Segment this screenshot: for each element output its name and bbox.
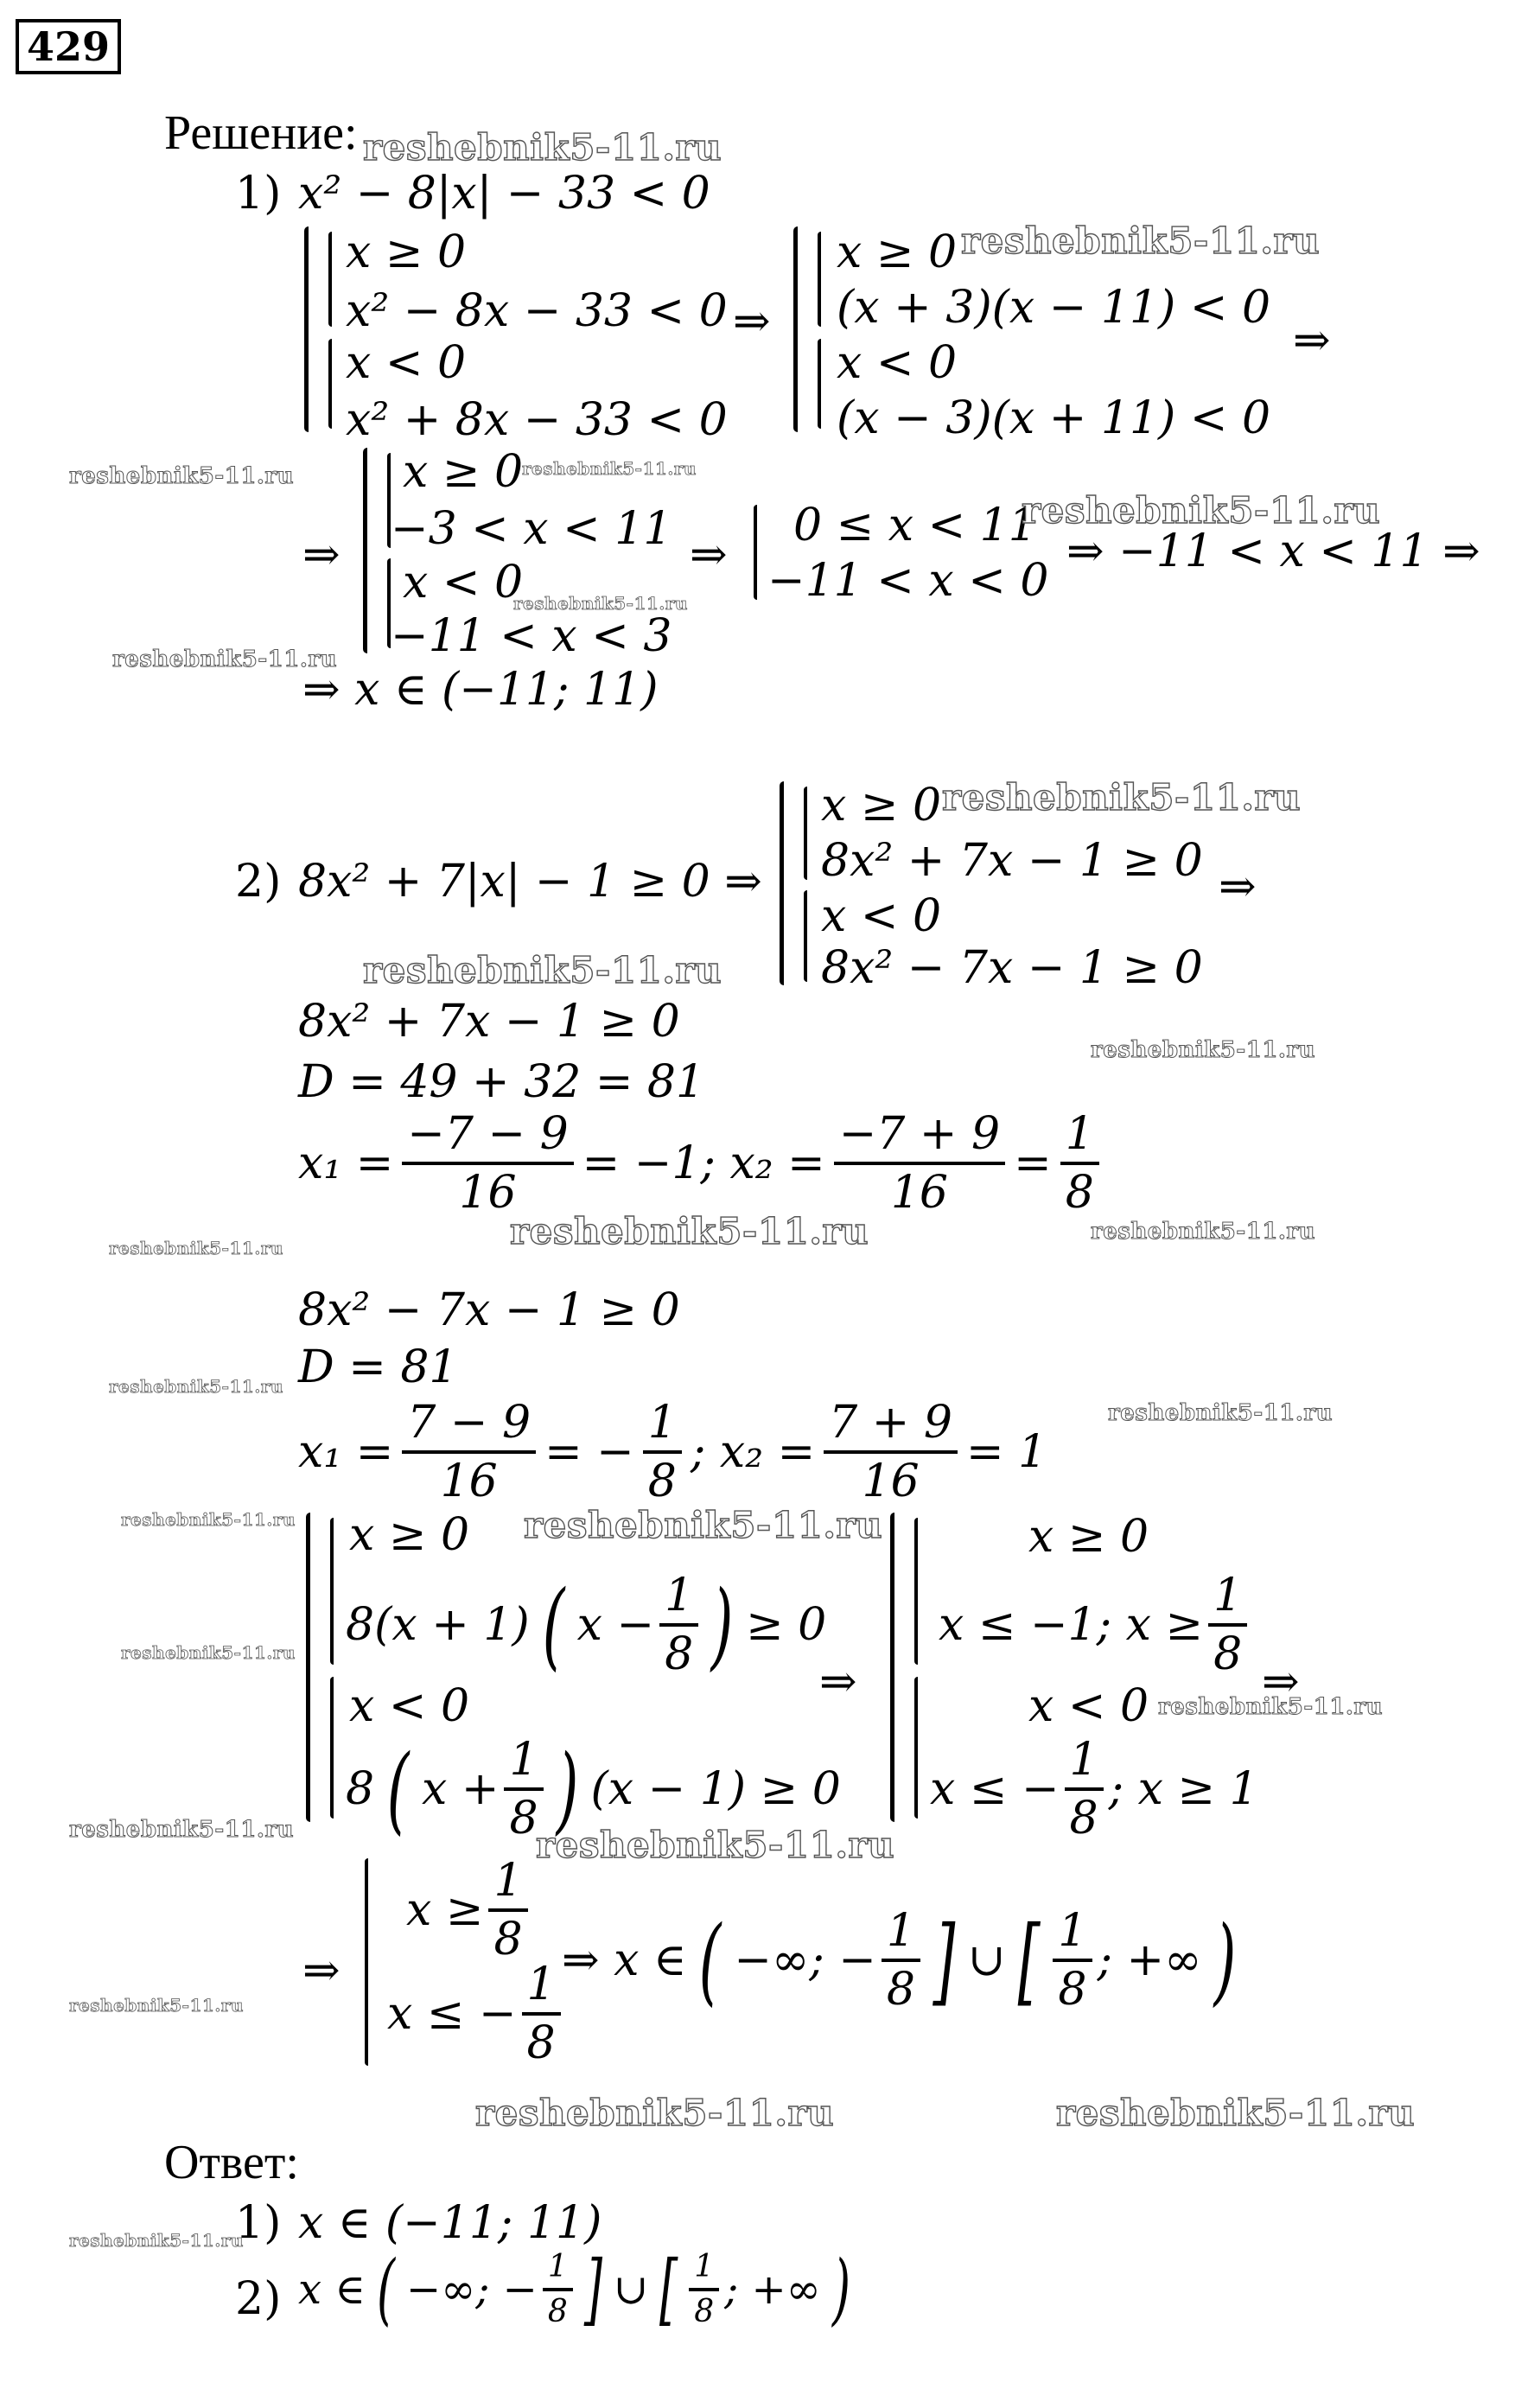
part2-brace-2 <box>804 890 807 982</box>
roots2-x2-den: 16 <box>862 1456 920 1507</box>
task-number: 429 <box>16 19 121 74</box>
final-sys-neg-inf: −∞; − <box>734 1934 876 1986</box>
big-sys2-outer-brace <box>890 1513 894 1822</box>
watermark: reshebnik5-11.ru <box>1056 2092 1416 2134</box>
part2-inequality: 8x² + 7|x| − 1 ≥ 0 ⇒ <box>298 856 762 908</box>
roots1-x1-lhs: x₁ = <box>298 1137 394 1189</box>
fraction-bar <box>1060 1162 1099 1165</box>
fraction-bar <box>488 1908 527 1912</box>
big-sys-d-left: 8 <box>346 1763 375 1815</box>
part1-sys3-a: x ≥ 0 <box>403 446 524 498</box>
answer-1-label: 1) <box>235 2197 282 2249</box>
part1-sys2-b: (x + 3)(x − 11) < 0 <box>837 282 1271 334</box>
final-sys-d1: 8 <box>886 1964 915 2016</box>
answer-2-d2: 8 <box>694 2294 715 2329</box>
watermark: reshebnik5-11.ru <box>69 463 295 489</box>
watermark: reshebnik5-11.ru <box>69 2230 244 2251</box>
right-bracket: ] <box>933 1905 956 2016</box>
part1-sys3-c: x < 0 <box>403 557 524 608</box>
answer-1-text: x ∈ (−11; 11) <box>298 2197 602 2249</box>
roots2-x2-lhs: ; x₂ = <box>690 1426 816 1478</box>
final-sys-a <box>406 1855 528 1965</box>
answer-2-label: 2) <box>235 2273 282 2325</box>
part1-sys1-b: x² − 8x − 33 < 0 <box>346 285 728 337</box>
watermark: reshebnik5-11.ru <box>1158 1694 1384 1720</box>
roots2-x2-frac <box>824 1397 958 1507</box>
big-sys-d-num: 1 <box>509 1734 538 1786</box>
part2-eq2: 8x² − 7x − 1 ≥ 0 <box>298 1284 680 1336</box>
part1-brace-3 <box>818 232 821 327</box>
big-sys2-d-text: x ≤ − <box>930 1763 1060 1815</box>
answer-2-n1: 1 <box>547 2249 568 2284</box>
big-sys-b-frac <box>659 1570 698 1680</box>
final-sys-b <box>387 1959 561 2069</box>
part1-sys3-b: −3 < x < 11 <box>391 503 672 555</box>
watermark: reshebnik5-11.ru <box>1091 1219 1316 1245</box>
big-sys-d-right: (x − 1) ≥ 0 <box>590 1763 841 1815</box>
part2-disc2: D = 81 <box>298 1341 458 1393</box>
right-paren: ) <box>710 1570 734 1680</box>
fraction-bar <box>1208 1623 1247 1627</box>
part2-sys-c: x < 0 <box>821 890 942 942</box>
big-sys2-b-num: 1 <box>1213 1570 1243 1621</box>
right-paren: ) <box>831 2244 850 2335</box>
final-sys-a-frac <box>488 1855 527 1965</box>
part1-sys3-d: −11 < x < 3 <box>391 610 672 662</box>
watermark: reshebnik5-11.ru <box>522 458 697 479</box>
big-sys2-arrow: ⇒ <box>1262 1656 1300 1708</box>
right-paren: ) <box>1214 1905 1237 2016</box>
answer-2-frac-1 <box>543 2249 573 2329</box>
big-sys-outer-brace <box>306 1513 310 1822</box>
roots2-x1-eq: = − <box>544 1426 634 1478</box>
watermark: reshebnik5-11.ru <box>510 1210 869 1252</box>
part1-brace-4 <box>818 339 821 429</box>
roots2-x2-val: = 1 <box>965 1426 1047 1478</box>
big-sys2-brace-1 <box>914 1518 918 1665</box>
watermark: reshebnik5-11.ru <box>1091 1037 1316 1063</box>
left-paren: ( <box>376 2244 395 2335</box>
fraction-bar <box>824 1450 958 1454</box>
part1-outer-brace-3 <box>363 448 367 653</box>
roots1-x2-frac <box>834 1108 1005 1219</box>
fraction-bar <box>834 1162 1005 1165</box>
big-sys2-d <box>930 1734 1258 1844</box>
answer-2-n2: 1 <box>694 2249 715 2284</box>
part1-sys2-c: x < 0 <box>837 337 958 389</box>
big-sys2-c: x < 0 <box>1028 1680 1149 1732</box>
part2-label: 2) <box>235 856 282 908</box>
watermark: reshebnik5-11.ru <box>121 1509 296 1530</box>
part1-brace-2 <box>328 339 332 429</box>
big-sys-brace-2 <box>330 1677 334 1819</box>
final-sys-frac-2 <box>1053 1905 1092 2016</box>
final-sys-d2: 8 <box>1058 1964 1087 2016</box>
roots1-eq: = <box>1014 1137 1052 1189</box>
big-sys-d-den: 8 <box>509 1793 538 1844</box>
fraction-bar <box>402 1450 536 1454</box>
part1-sys4-a: 0 ≤ x < 11 <box>793 500 1037 551</box>
part1-sys4-b: −11 < x < 0 <box>767 555 1049 607</box>
answer-2-pos: ; +∞ <box>724 2265 821 2314</box>
part1-sys2-d: (x − 3)(x + 11) < 0 <box>837 392 1271 444</box>
fraction-bar <box>659 1623 698 1627</box>
big-sys-b-right: ≥ 0 <box>746 1599 827 1651</box>
final-sys-frac-1 <box>882 1905 920 2016</box>
part1-brace-7 <box>754 505 757 600</box>
roots1-x2-value-frac <box>1060 1108 1099 1219</box>
big-sys-d-mid: x + <box>422 1763 500 1815</box>
watermark: reshebnik5-11.ru <box>112 647 338 672</box>
big-sys-arrow: ⇒ <box>819 1656 857 1708</box>
big-sys2-d-tail: ; x ≥ 1 <box>1108 1763 1258 1815</box>
part1-interval-result: ⇒ −11 < x < 11 ⇒ <box>1066 526 1480 577</box>
fraction-bar <box>402 1162 573 1165</box>
part1-outer-brace-2 <box>793 226 798 432</box>
left-paren: ( <box>699 1905 722 2016</box>
fraction-bar <box>689 2288 719 2291</box>
final-sys-b-den: 8 <box>526 2017 556 2069</box>
part2-eq1: 8x² + 7x − 1 ≥ 0 <box>298 996 680 1048</box>
watermark: reshebnik5-11.ru <box>109 1238 283 1258</box>
roots1-x2-value-den: 8 <box>1065 1167 1094 1219</box>
part2-roots1 <box>298 1108 1099 1219</box>
watermark: reshebnik5-11.ru <box>1108 1400 1334 1426</box>
big-sys-b-left: 8(x + 1) <box>346 1599 530 1651</box>
watermark: reshebnik5-11.ru <box>363 126 722 169</box>
big-sys2-brace-2 <box>914 1677 918 1819</box>
final-sys-b-text: x ≤ − <box>387 1988 517 2040</box>
part2-sys-b: 8x² + 7x − 1 ≥ 0 <box>821 835 1203 887</box>
big-sys-b-num: 1 <box>665 1570 694 1621</box>
part1-sys1-c: x < 0 <box>346 337 467 389</box>
answer-2-frac-2 <box>689 2249 719 2329</box>
fraction-bar <box>1053 1959 1092 1962</box>
watermark: reshebnik5-11.ru <box>69 1995 244 2016</box>
part1-sys1-d: x² + 8x − 33 < 0 <box>346 394 728 446</box>
right-bracket: ] <box>583 2244 602 2335</box>
answer-2-prefix: x ∈ <box>298 2265 366 2314</box>
big-sys2-d-den: 8 <box>1069 1793 1098 1844</box>
roots1-x2-value-num: 1 <box>1065 1108 1094 1160</box>
roots1-x2-den: 16 <box>890 1167 948 1219</box>
answer-2-neg: −∞; − <box>405 2265 538 2314</box>
big-sys-b <box>346 1570 827 1680</box>
watermark: reshebnik5-11.ru <box>942 776 1302 819</box>
watermark: reshebnik5-11.ru <box>363 949 722 991</box>
big-sys2-b-frac <box>1208 1570 1247 1680</box>
roots2-x1-val-num: 1 <box>647 1397 677 1449</box>
part1-arrow-3: ⇒ <box>302 529 341 581</box>
big-sys-b-mid: x − <box>576 1599 655 1651</box>
part2-arrow-1: ⇒ <box>1219 861 1257 913</box>
big-sys-a: x ≥ 0 <box>349 1509 470 1561</box>
part1-final: ⇒ x ∈ (−11; 11) <box>302 664 659 716</box>
part1-arrow-2: ⇒ <box>1293 315 1331 366</box>
part1-arrow-1: ⇒ <box>733 296 771 347</box>
part1-sys1-a: x ≥ 0 <box>346 226 467 278</box>
watermark: reshebnik5-11.ru <box>536 1824 895 1866</box>
roots2-x1-val-frac <box>643 1397 682 1507</box>
big-sys2-a: x ≥ 0 <box>1028 1511 1149 1563</box>
fraction-bar <box>522 2012 561 2016</box>
watermark: reshebnik5-11.ru <box>109 1376 283 1397</box>
part1-arrow-4: ⇒ <box>690 529 728 581</box>
watermark: reshebnik5-11.ru <box>513 593 688 614</box>
big-sys2-d-frac <box>1065 1734 1104 1844</box>
watermark: reshebnik5-11.ru <box>961 220 1321 262</box>
part1-sys2-a: x ≥ 0 <box>837 226 958 278</box>
part1-outer-brace <box>304 226 309 432</box>
fraction-bar <box>504 1787 543 1791</box>
left-bracket: [ <box>1018 1905 1041 2016</box>
big-sys2-b-text: x ≤ −1; x ≥ <box>939 1599 1204 1651</box>
final-sys-a-den: 8 <box>493 1914 523 1965</box>
watermark: reshebnik5-11.ru <box>121 1642 296 1663</box>
answer-2 <box>298 2244 856 2335</box>
roots2-x1-den: 16 <box>440 1456 498 1507</box>
part2-outer-brace <box>780 781 784 985</box>
solution-heading: Решение: <box>164 106 358 160</box>
watermark: reshebnik5-11.ru <box>1022 489 1381 532</box>
watermark: reshebnik5-11.ru <box>475 2092 835 2134</box>
roots1-x1-val: = −1; x₂ = <box>582 1137 825 1189</box>
part2-brace-1 <box>804 787 807 880</box>
roots2-x1-frac <box>402 1397 536 1507</box>
final-sys-pos-inf: ; +∞ <box>1097 1934 1202 1986</box>
final-sys-n2: 1 <box>1058 1905 1087 1957</box>
watermark: reshebnik5-11.ru <box>524 1504 883 1546</box>
final-sys-result-text: ⇒ x ∈ <box>562 1934 687 1986</box>
big-sys-brace-1 <box>330 1518 334 1665</box>
final-sys-brace <box>365 1858 368 2066</box>
final-sys-union: ∪ <box>967 1934 1006 1986</box>
fraction-bar <box>643 1450 682 1454</box>
watermark: reshebnik5-11.ru <box>69 1817 295 1843</box>
right-paren: ) <box>556 1734 578 1844</box>
roots1-x1-frac <box>402 1108 573 1219</box>
roots1-x1-num: −7 − 9 <box>407 1108 569 1160</box>
final-sys-n1: 1 <box>886 1905 915 1957</box>
answer-heading: Ответ: <box>164 2136 299 2189</box>
left-paren: ( <box>542 1570 565 1680</box>
final-sys-a-num: 1 <box>493 1855 523 1907</box>
left-paren: ( <box>386 1734 410 1844</box>
final-sys-arrow: ⇒ <box>302 1945 341 1997</box>
roots1-x2-num: −7 + 9 <box>838 1108 1001 1160</box>
part1-label: 1) <box>235 168 282 220</box>
answer-2-d1: 8 <box>547 2294 568 2329</box>
big-sys-c: x < 0 <box>349 1680 470 1732</box>
part1-brace-1 <box>328 232 332 327</box>
big-sys2-d-num: 1 <box>1069 1734 1098 1786</box>
fraction-bar <box>1065 1787 1104 1791</box>
big-sys2-b <box>939 1570 1247 1680</box>
final-sys-b-frac <box>522 1959 561 2069</box>
roots1-x1-den: 16 <box>459 1167 517 1219</box>
answer-2-union: ∪ <box>613 2265 649 2314</box>
final-sys-b-num: 1 <box>526 1959 556 2010</box>
roots2-x1-num: 7 − 9 <box>407 1397 532 1449</box>
final-sys-a-text: x ≥ <box>406 1884 484 1936</box>
roots2-x1-val-den: 8 <box>647 1456 677 1507</box>
fraction-bar <box>882 1959 920 1962</box>
final-sys-result <box>562 1905 1244 2016</box>
part2-disc1: D = 49 + 32 = 81 <box>298 1056 705 1108</box>
part2-sys-a: x ≥ 0 <box>821 780 942 831</box>
fraction-bar <box>543 2288 573 2291</box>
big-sys2-b-den: 8 <box>1213 1628 1243 1680</box>
left-bracket: [ <box>659 2244 678 2335</box>
big-sys-b-den: 8 <box>665 1628 694 1680</box>
part2-sys-d: 8x² − 7x − 1 ≥ 0 <box>821 942 1203 994</box>
roots2-x2-num: 7 + 9 <box>829 1397 952 1449</box>
part1-inequality: x² − 8|x| − 33 < 0 <box>298 168 710 220</box>
roots2-x1-lhs: x₁ = <box>298 1426 394 1478</box>
part2-roots2 <box>298 1397 1047 1507</box>
